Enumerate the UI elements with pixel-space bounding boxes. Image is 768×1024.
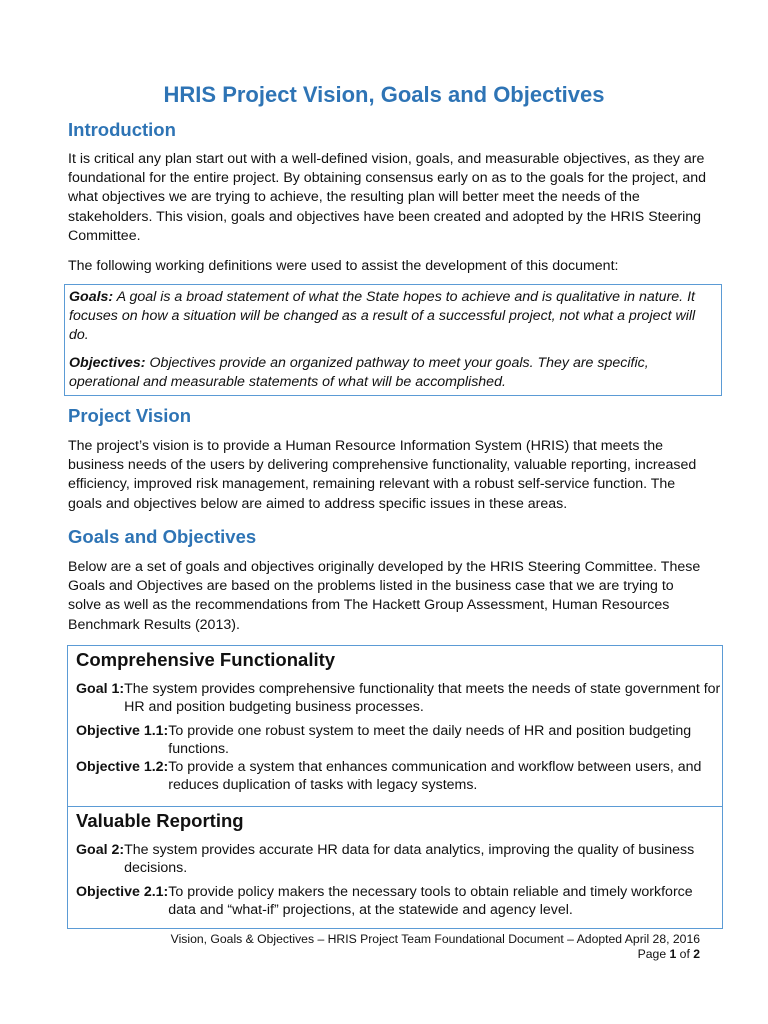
page-number [171,947,700,962]
goal-2 [76,841,722,877]
goal-2-label: Goal 2: [76,842,125,858]
objective-1-1-text: To provide one robust system to meet the daily needs of HR and position budgeting functions. [168,723,692,757]
definitions-intro: The following working definitions were used to assist the development of this document: [68,258,619,274]
project-vision-paragraph: The project’s vision is to provide a Human Resource Information System (HRIS) that meets the business needs of the users by delivering comprehensive functionality, valuable reporting, increased efficiency, improved risk management, remaining relevant with a robust self-service function. The goals and objectives below are aimed to address specific issues in these areas. [68,438,697,512]
of-word: of [676,947,694,961]
objective-1-2-text: To provide a system that enhances communication and workflow between users, and reduces duplication of tasks with legacy systems. [168,759,702,793]
comprehensive-functionality-section [68,646,722,806]
goals-objectives-heading: Goals and Objectives [68,526,257,547]
footer-document-line: Vision, Goals & Objectives – HRIS Project Team Foundational Document – Adopted April 28, 2016 [170,932,700,946]
objective-1-1-label: Objective 1.1: [76,723,169,739]
objective-2-1 [76,883,722,919]
goal-1 [76,680,722,716]
introduction-heading: Introduction [68,119,176,140]
total-pages: 2 [693,947,700,961]
goals-definition [69,288,717,346]
valuable-reporting-heading: Valuable Reporting [76,810,244,831]
objectives-definition-label: Objectives: [69,354,146,371]
objective-1-1 [76,722,722,758]
page-footer [171,932,700,962]
definitions-box [64,284,722,396]
project-vision-heading: Project Vision [68,405,192,426]
valuable-reporting-section [68,806,722,919]
goal-2-text: The system provides accurate HR data for data analytics, improving the quality of business decisions. [124,842,695,876]
goals-objectives-table [67,645,723,929]
goal-1-label: Goal 1: [76,681,125,697]
goals-definition-label: Goals: [69,289,114,305]
goals-objectives-paragraph: Below are a set of goals and objectives originally developed by the HRIS Steering Committee. These Goals and Objectives are based on the problems listed in the business case that we are trying to solve as well as the recommendations from The Hackett Group Assessment, Human Resources Benchmark Results (2013). [68,559,701,633]
objectives-definition [69,354,717,392]
page-word: Page [637,947,670,961]
objective-2-1-text: To provide policy makers the necessary tools to obtain reliable and timely workforce data and “what-if” projections, at the statewide and agency level. [168,884,693,918]
introduction-paragraph: It is critical any plan start out with a well-defined vision, goals, and measurable objectives, as they are foundational for the entire project. By obtaining consensus early on as to the goals for the project, and what objectives we are trying to achieve, the resulting plan will better meet the needs of the stakeholders. This vision, goals and objectives have been created and adopted by the HRIS Steering Committee. [68,151,707,244]
objective-2-1-label: Objective 2.1: [76,884,169,900]
objectives-definition-text: Objectives provide an organized pathway to meet your goals. They are specific, operational and measurable statements of what will be accomplished. [69,354,649,390]
document-title: HRIS Project Vision, Goals and Objectives [163,82,605,107]
objective-1-2-label: Objective 1.2: [76,759,169,775]
objective-1-2 [76,758,722,794]
current-page: 1 [669,947,677,961]
comprehensive-functionality-heading: Comprehensive Functionality [76,649,336,670]
goals-definition-text: A goal is a broad statement of what the State hopes to achieve and is qualitative in nature. It focuses on how a situation will be changed as a result of a successful project, not what a project will do. [69,289,696,344]
goal-1-text: The system provides comprehensive functionality that meets the needs of state government for HR and position budgeting business processes. [124,681,721,715]
